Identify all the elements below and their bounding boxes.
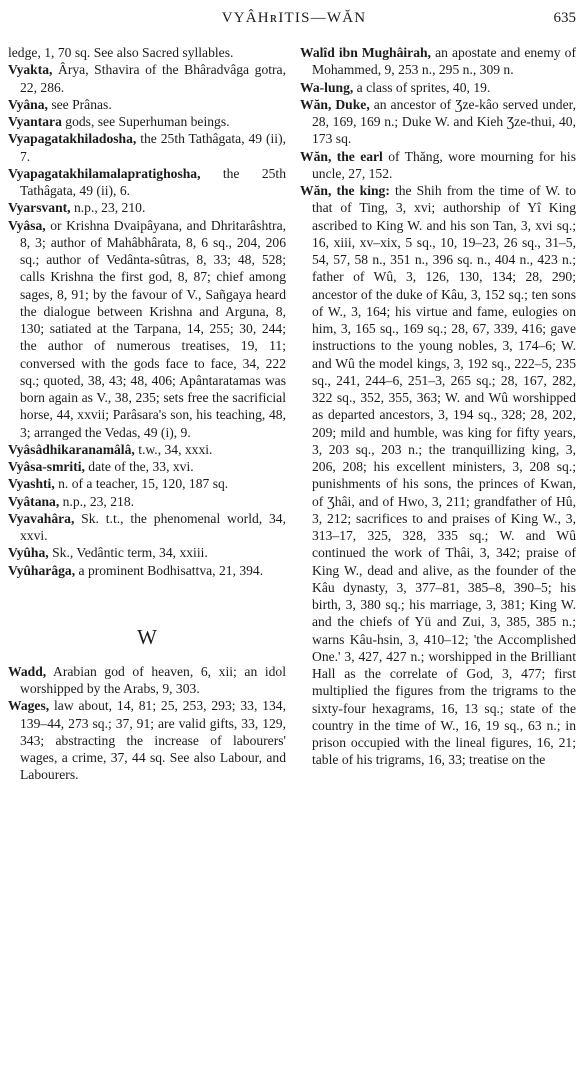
entry-headword: Wadd, <box>8 663 47 679</box>
entry-text: law about, 14, 81; 25, 253, 293; 33, 134, 139–44, 273 sq.; 37, 91; are valid gifts, 33, 129, 343; abstracting the increase of labourers' wages, a crime, 37, 44 sq. See also Labour, and Labourers. <box>20 698 286 783</box>
entry-headword: Wăn, the king: <box>300 183 390 198</box>
entry-headword: Vyantara <box>8 114 62 129</box>
entry-text: or Krishna Dvaipâyana, and Dhritarâshtra, 8, 3; author of Mahâbhârata, 8, 6 sq., 204, 206 sq.; author of Vedânta-sûtras, 8, 33; 48, 528; calls Krishna the first god, 8, 87; chief among sages, 8, 91; by the favour of V., Sañgaya heard the dialogue between Krishna and Arguna, 8, 130; satiated at the Tarpana, 14, 255; 30, 244; the author of numerous treatises, 19, 11; conversed with the gods face to face, 34, 222 sq.; quoted, 38, 43; 48, 406; Apântaratamas was born again as V., 38, 235; sets free the sacrificial horse, 44, xxvii; Parâsara's son, his teaching, 48, 3; arranged the Vedas, 49 (i), 9. <box>20 217 286 440</box>
entry-headword: Vyâsâdhikaranamâlâ, <box>8 441 135 457</box>
index-entry <box>8 130 286 165</box>
entry-headword: Wăn, the earl <box>300 148 383 164</box>
entry-text: an ancestor of Ʒze-kâo served under, 28, 169, 169 n.; Duke W. and Kieh Ʒze-thui, 40, 173 sq. <box>312 96 576 147</box>
entry-text: Ârya, Sthavira of the Bhâradvâga gotra, 22, 286. <box>20 62 286 95</box>
entry-text: of Thăng, wore mourning for his uncle, 27, 152. <box>312 148 576 181</box>
entries-after-section <box>8 663 286 784</box>
entry-headword: Vyûha, <box>8 545 49 561</box>
index-entry <box>300 96 576 148</box>
entry-text: n.p., 23, 218. <box>59 493 135 509</box>
running-head <box>0 10 588 34</box>
entry-text: ledge, 1, 70 sq. See also Sacred syllables. <box>8 45 234 60</box>
entry-text: the 25th Tathâgata, 49 (ii), 7. <box>20 131 286 164</box>
entry-text: date of the, 33, xvi. <box>84 459 194 474</box>
running-title: VYÂHʀITIS—WĂN <box>221 10 367 26</box>
index-entry <box>8 217 286 441</box>
entry-text: Sk. t.t., the phenomenal world, 34, xxvi. <box>20 510 286 543</box>
entry-headword: Vyapagatakhilamalapratighosha, <box>8 165 201 181</box>
entry-text: the 25th Tathâgata, 49 (ii), 6. <box>20 165 286 198</box>
entry-headword: Vyâsa, <box>8 217 46 233</box>
section-letter: W <box>137 624 157 649</box>
index-entry <box>8 61 286 96</box>
page-number: 635 <box>553 10 576 26</box>
index-entry <box>8 199 286 216</box>
entry-text: an apostate and enemy of Mohammed, 9, 253 n., 295 n., 309 n. <box>312 45 576 78</box>
entry-headword: Vyâna, <box>8 96 48 112</box>
entries-before-section <box>8 44 286 579</box>
index-entry <box>8 458 286 475</box>
index-entry <box>300 79 576 96</box>
index-entry <box>300 182 576 769</box>
entry-headword: Vyûharâga, <box>8 562 76 578</box>
entry-text: Sk., Vedântic term, 34, xxiii. <box>48 545 208 561</box>
index-entry <box>8 475 286 492</box>
entry-headword: Vyapagatakhiladosha, <box>8 131 137 147</box>
index-entry <box>8 544 286 561</box>
index-entry <box>8 441 286 458</box>
entry-text: Arabian god of heaven, 6, xii; an idol worshipped by the Arabs, 9, 303. <box>20 663 286 696</box>
index-entry <box>8 510 286 545</box>
entry-text: gods, see Superhuman beings. <box>61 114 230 129</box>
entry-headword: Wăn, Duke, <box>300 96 370 112</box>
index-entry <box>8 493 286 510</box>
entry-headword: Vyarsvant, <box>8 200 71 216</box>
entry-text: t.w., 34, xxxi. <box>134 441 213 457</box>
entry-headword: Vyâsa-smriti, <box>8 459 85 474</box>
entry-text: the Shih from the time of W. to that of Ting, 3, xvi; authorship of Yî King ascribed to King W. and his son Tan, 3, xvi sq.; 16, xiii, xv–xix, 5 sq., 10, 19–23, 26 sq., 31–5, 54, 57, 58 n., 351 n., 396 sq. n., 404 n., 423 n.; father of Wû, 3, 126, 130, 134; 28, 290; ancestor of the duke of Kâu, 3, 152 sq.; ten sons of W., 3, 164; his virtue and fame, eulogies on him, 3, 165 sq., 169 sq.; 28, 67, 339, 416; gave instructions to the young nobles, 3, 174–6; W. and Wû the model kings, 3, 192 sq., 222–5, 235 sq., 241, 244–6, 251–3, 265 sq.; 28, 167, 282, 322 sq., 352, 355, 363; W. and Wû worshipped as departed ancestors, 3, 194 sq., 328; 28, 202, 209; mild and humble, was king for fifty years, 3, 203 sq., 203 n.; the tranquillizing king, 3, 206, 208; his excellent ministers, 3, 208 sq.; punishments of his sons, the princes of Kwan, of Ʒhâi, and of Hwo, 3, 211; grandfather of Hû, 3, 212; sacrifices to and praises of King W., 3, 313–17, 325, 328, 335 sq.; W. and Wû continued the work of Thâi, 3, 342; praise of King W., dead and alive, as the founder of the Kâu dynasty, 3, 377–81, 385–8, 390–5; his birth, 3, 380 sq.; his marriage, 3, 381; King W. and the chiefs of Yü and Zui, 3, 385, 385 n.; warns Kâu-hsin, 3, 410–12; 'the Accomplished One.' 3, 427, 427 n.; worshipped in the Brilliant Hall as the correlate of God, 3, 477; first multiplied the figures from the trigrams to the sixty-four hexagrams, 16, 13 sq.; state of the country in the time of W., 16, 19 sq., 63 n.; in prison occupied with the lineal figures, 16, 21; table of his trigrams, 16, 33; treatise on the <box>312 183 576 768</box>
entry-headword: Walîd ibn Mughâirah, <box>300 45 431 60</box>
entry-headword: Vyashti, <box>8 476 55 492</box>
entry-headword: Wa-lung, <box>300 79 354 95</box>
entry-headword: Vyakta, <box>8 62 53 78</box>
entry-text: see Prânas. <box>47 96 112 112</box>
index-entry <box>8 113 286 130</box>
right-column <box>300 44 576 1054</box>
entry-headword: Vyavahâra, <box>8 510 75 526</box>
index-entry <box>300 148 576 183</box>
index-entry <box>300 44 576 79</box>
entry-headword: Vyâtana, <box>8 493 60 509</box>
entry-text: n.p., 23, 210. <box>70 200 146 216</box>
entry-text: a class of sprites, 40, 19. <box>353 79 491 95</box>
entry-text: n. of a teacher, 15, 120, 187 sq. <box>54 476 229 492</box>
entry-headword: Wages, <box>8 698 50 714</box>
entry-text: a prominent Bodhisattva, 21, 394. <box>75 562 264 578</box>
index-entry <box>8 44 286 61</box>
index-entry <box>8 663 286 698</box>
index-entry <box>8 165 286 200</box>
index-entry <box>8 697 286 783</box>
index-entry <box>8 96 286 113</box>
left-column <box>8 44 286 1054</box>
index-entry <box>8 562 286 579</box>
